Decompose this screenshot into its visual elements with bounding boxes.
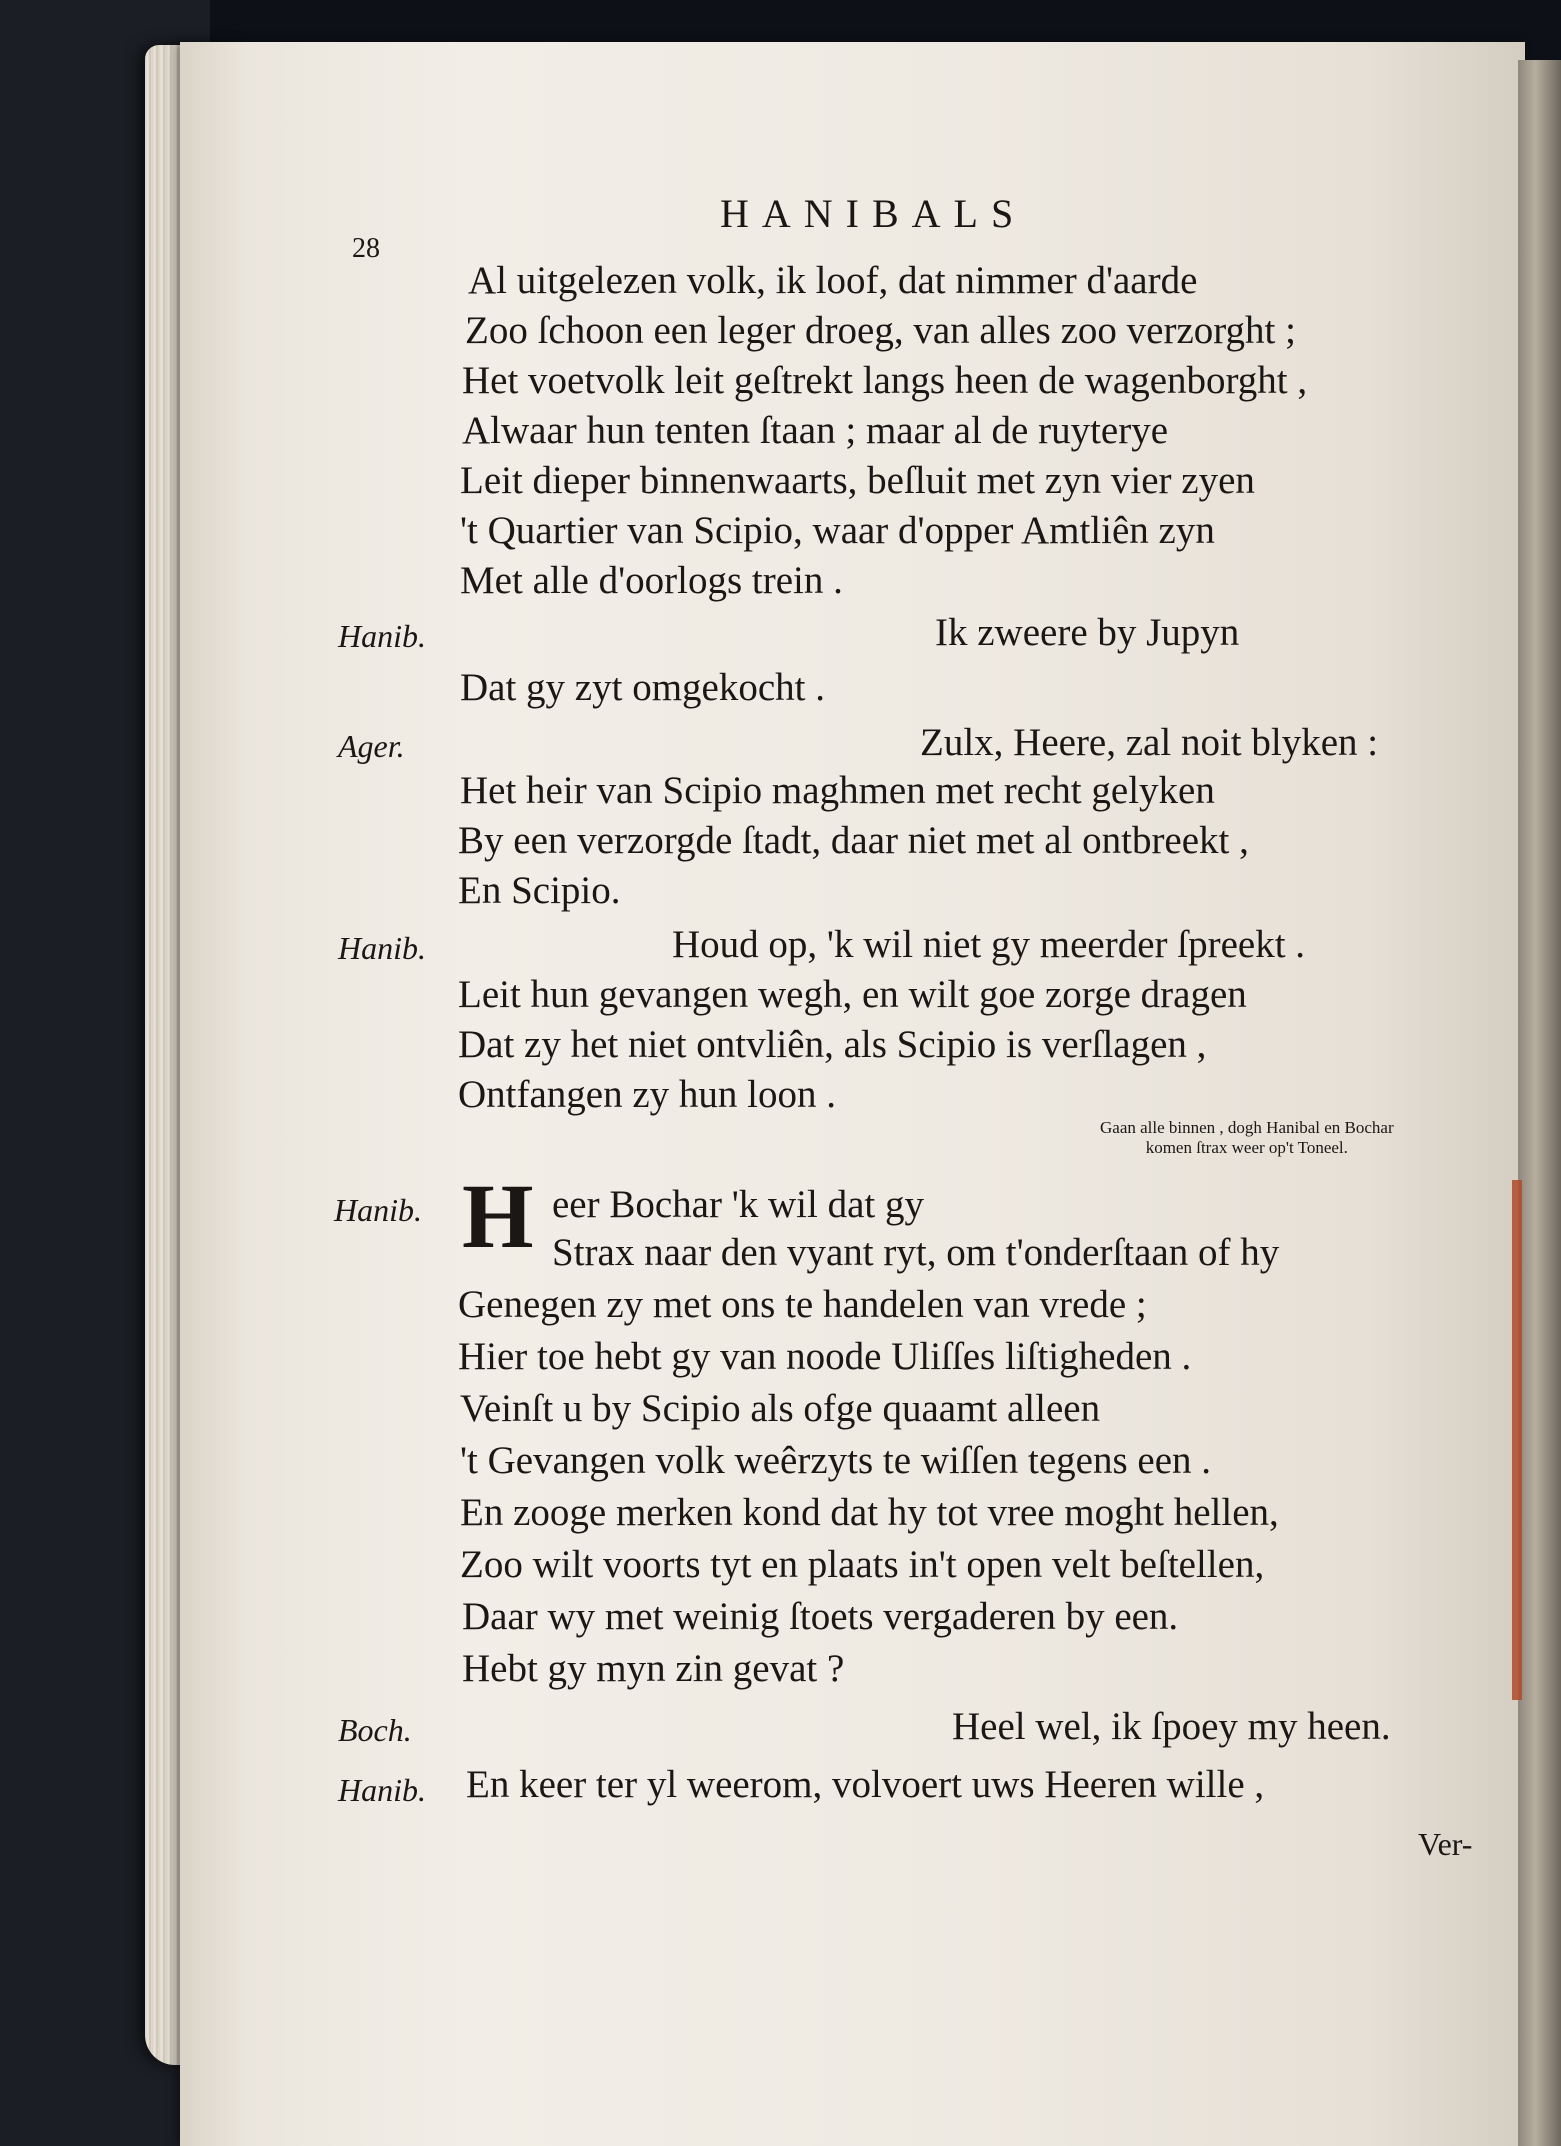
verse-line: By een verzorgde ſtadt, daar niet met al ontbreekt , bbox=[458, 819, 1249, 862]
verse-line: Houd op, 'k wil niet gy meerder ſpreekt . bbox=[672, 923, 1306, 966]
opposite-page-edge bbox=[1518, 60, 1561, 2146]
verse-line: Zoo wilt voorts tyt en plaats in't open velt beſtellen, bbox=[460, 1543, 1265, 1586]
bookmark-ribbon bbox=[1512, 1180, 1522, 1700]
verse-line: En keer ter yl weerom, volvoert uws Heeren wille , bbox=[466, 1763, 1265, 1806]
speaker-label: Hanib. bbox=[338, 930, 426, 966]
speaker-label: Ager. bbox=[338, 728, 405, 764]
stage-direction-line: Gaan alle binnen , dogh Hanibal en Bochar bbox=[1100, 1118, 1394, 1137]
verse-line: Genegen zy met ons te handelen van vrede ; bbox=[458, 1283, 1147, 1326]
verse-line: En Scipio. bbox=[458, 869, 621, 912]
speaker-label: Hanib. bbox=[334, 1192, 422, 1228]
verse-line: Ontfangen zy hun loon . bbox=[458, 1073, 837, 1116]
speaker-label: Boch. bbox=[338, 1712, 412, 1748]
verse-line: Met alle d'oorlogs trein . bbox=[460, 559, 843, 602]
page-number: 28 bbox=[352, 233, 380, 264]
catchword: Ver- bbox=[1418, 1826, 1473, 1862]
verse-line: Zulx, Heere, zal noit blyken : bbox=[920, 721, 1379, 764]
speaker-label: Hanib. bbox=[338, 618, 426, 654]
verse-line: Leit dieper binnenwaarts, beſluit met zyn vier zyen bbox=[460, 459, 1255, 502]
verse-line: Al uitgelezen volk, ik loof, dat nimmer d'aarde bbox=[468, 259, 1198, 302]
verse-line: Veinſt u by Scipio als ofge quaamt alleen bbox=[460, 1387, 1101, 1430]
verse-line: Hebt gy myn zin gevat ? bbox=[462, 1647, 845, 1690]
verse-line: Dat zy het niet ontvliên, als Scipio is verſlagen , bbox=[458, 1023, 1207, 1066]
verse-line: 't Gevangen volk weêrzyts te wiſſen tegens een . bbox=[460, 1439, 1212, 1482]
verse-line: eer Bochar 'k wil dat gy bbox=[552, 1183, 924, 1226]
verse-line: Het voetvolk leit geſtrekt langs heen de wagenborght , bbox=[462, 359, 1308, 402]
verse-line: Strax naar den vyant ryt, om t'onderſtaan of hy bbox=[552, 1231, 1280, 1274]
verse-line: Daar wy met weinig ſtoets vergaderen by een. bbox=[462, 1595, 1179, 1638]
verse-line: Hier toe hebt gy van noode Uliſſes liſtigheden . bbox=[458, 1335, 1192, 1378]
verse-line: 't Quartier van Scipio, waar d'opper Amtliên zyn bbox=[460, 509, 1215, 552]
speaker-label: Hanib. bbox=[338, 1772, 426, 1808]
verse-line: Alwaar hun tenten ſtaan ; maar al de ruyterye bbox=[462, 409, 1169, 452]
verse-line: Het heir van Scipio maghmen met recht gelyken bbox=[460, 769, 1215, 812]
stage-direction bbox=[1100, 1118, 1394, 1158]
verse-line: Ik zweere by Jupyn bbox=[935, 611, 1240, 654]
running-header: HANIBALS bbox=[720, 191, 1027, 236]
verse-line: Zoo ſchoon een leger droeg, van alles zoo verzorght ; bbox=[465, 309, 1296, 352]
verse-line: En zooge merken kond dat hy tot vree moght hellen, bbox=[460, 1491, 1279, 1534]
verse-line: Heel wel, ik ſpoey my heen. bbox=[952, 1705, 1391, 1748]
verse-line: Dat gy zyt omgekocht . bbox=[460, 666, 825, 709]
drop-capital: H bbox=[462, 1165, 534, 1267]
verse-line: Leit hun gevangen wegh, en wilt goe zorge dragen bbox=[458, 973, 1247, 1016]
stage-direction-line: komen ſtrax weer op't Toneel. bbox=[1145, 1138, 1348, 1157]
